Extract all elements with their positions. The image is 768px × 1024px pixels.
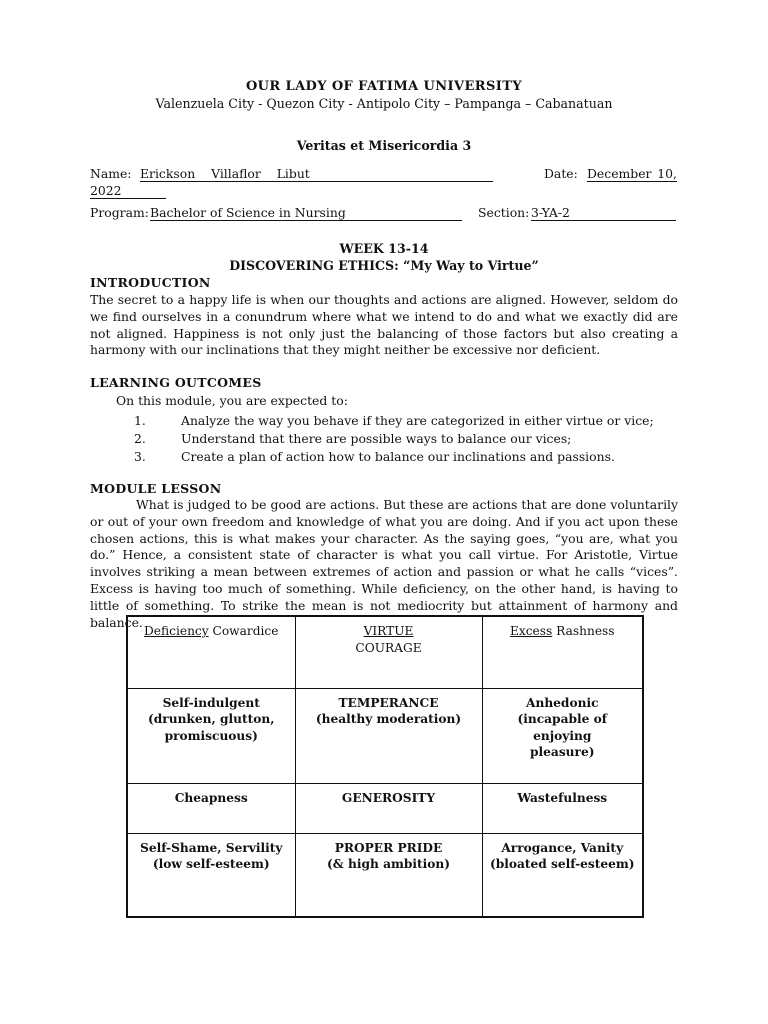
program-field[interactable] xyxy=(150,205,462,221)
module-lesson-text: What is judged to be good are actions. But these are actions that are done voluntarily or out of your own freedom and knowledge of what you are doing. And if you act upon these chosen actions, this is what makes your character. As the saying goes, “you are, what you do.” Hence, a consistent state of character is what you call virtue. For Aristotle, Virtue involves striking a mean between extremes of action and passion or what he calls “vices”. Excess is having too much of something. While deficiency, on the other hand, is having to little of something. To strike the mean is not mediocrity but attainment of harmony and balance. xyxy=(90,497,678,630)
list-item-number: 1. xyxy=(134,413,146,428)
excess-cell xyxy=(482,783,643,833)
date-value-line1: December 10, xyxy=(587,166,677,181)
deficiency-cell xyxy=(127,783,295,833)
deficiency-cell xyxy=(127,688,295,783)
list-item-number: 3. xyxy=(134,449,146,464)
virtue-vice-table xyxy=(126,615,644,918)
date-field[interactable] xyxy=(587,166,677,182)
learning-outcomes-list xyxy=(90,412,654,466)
date-value-line2: 2022 xyxy=(90,183,122,198)
table-row xyxy=(127,833,643,917)
name-field[interactable] xyxy=(140,166,493,182)
university-name: OUR LADY OF FATIMA UNIVERSITY xyxy=(245,79,523,94)
table-row xyxy=(127,616,643,688)
course-title: Veritas et Misericordia 3 xyxy=(296,138,472,153)
table-row xyxy=(127,783,643,833)
cell-line: TEMPERANCE xyxy=(338,695,439,710)
introduction-heading: INTRODUCTION xyxy=(90,275,211,290)
list-item-text: Analyze the way you behave if they are categorized in either virtue or vice; xyxy=(181,413,654,428)
list-item-number: 2. xyxy=(134,431,146,446)
cell-line: Anhedonic xyxy=(526,695,599,710)
introduction-text: The secret to a happy life is when our thoughts and actions are aligned. However, seldom do we find ourselves in a conundrum where what we intend to do and what we exactly did are not aligned. Happiness is not only just the balancing of those factors but also creating a harmony with our inclinations that they might neither be excessive nor deficient. xyxy=(90,292,678,358)
cell-line: (drunken, glutton, xyxy=(148,712,275,726)
date-label: Date: xyxy=(544,166,578,181)
campus-list: Valenzuela City - Quezon City - Antipolo City – Pampanga – Cabanatuan xyxy=(155,96,613,111)
program-value: Bachelor of Science in Nursing xyxy=(150,205,346,220)
virtue-cell xyxy=(295,833,482,917)
list-item xyxy=(90,448,650,466)
cell-line: Self-indulgent xyxy=(162,695,260,710)
excess-label: Excess xyxy=(509,624,553,638)
cell-line: (bloated self-esteem) xyxy=(489,857,635,871)
cell-line: pleasure) xyxy=(530,745,595,759)
list-item xyxy=(90,412,654,430)
cell-line: PROPER PRIDE xyxy=(334,840,443,855)
cell-line: (low self-esteem) xyxy=(152,857,270,871)
table-row xyxy=(127,688,643,783)
virtue-cell xyxy=(295,783,482,833)
section-value: 3-YA-2 xyxy=(531,205,570,220)
list-item xyxy=(90,430,650,448)
table-header-deficiency xyxy=(127,616,295,688)
excess-cell xyxy=(482,688,643,783)
name-label: Name: xyxy=(90,166,132,181)
virtue-label: VIRTUE xyxy=(363,624,414,638)
cell-line: (& high ambition) xyxy=(326,857,451,871)
cell-line: Wastefulness xyxy=(517,790,608,805)
date-field-continued[interactable] xyxy=(90,183,166,199)
cell-line: Self-Shame, Servility xyxy=(140,840,283,855)
list-item-text: Create a plan of action how to balance our inclinations and passions. xyxy=(181,449,615,464)
deficiency-cell xyxy=(127,833,295,917)
deficiency-example: Cowardice xyxy=(212,624,279,638)
virtue-example: COURAGE xyxy=(355,640,422,655)
virtue-cell xyxy=(295,688,482,783)
excess-example: Rashness xyxy=(556,624,615,638)
cell-line: (incapable of enjoying xyxy=(517,712,607,743)
learning-outcomes-intro: On this module, you are expected to: xyxy=(116,393,348,408)
name-value: Erickson Villaflor Libut xyxy=(140,166,310,181)
section-label: Section: xyxy=(478,205,530,220)
cell-line: Arrogance, Vanity xyxy=(501,840,624,855)
cell-line: promiscuous) xyxy=(164,728,258,743)
excess-cell xyxy=(482,833,643,917)
deficiency-label: Deficiency xyxy=(144,624,209,638)
cell-line: (healthy moderation) xyxy=(315,712,462,726)
module-lesson-heading: MODULE LESSON xyxy=(90,481,222,496)
week-number: WEEK 13-14 xyxy=(339,241,429,256)
program-label: Program: xyxy=(90,205,149,220)
table-header-excess xyxy=(482,616,643,688)
cell-line: Cheapness xyxy=(174,790,248,805)
table-header-virtue xyxy=(295,616,482,688)
cell-line: GENEROSITY xyxy=(341,790,436,805)
section-field[interactable] xyxy=(531,205,676,221)
week-title: DISCOVERING ETHICS: “My Way to Virtue” xyxy=(229,258,539,273)
learning-outcomes-heading: LEARNING OUTCOMES xyxy=(90,375,262,390)
list-item-text: Understand that there are possible ways to balance our vices; xyxy=(181,431,572,446)
